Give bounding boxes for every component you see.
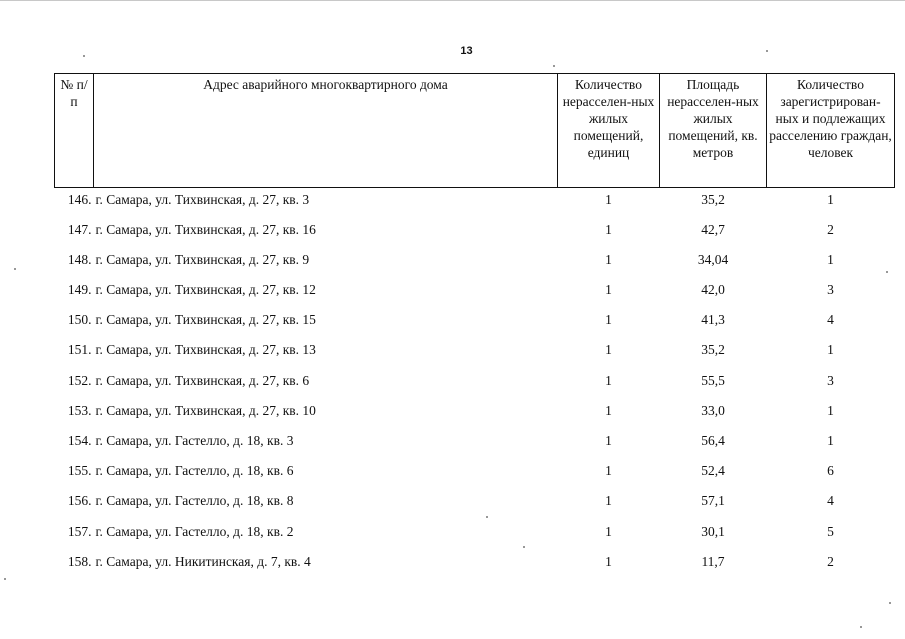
row-address: г. Самара, ул. Тихвинская, д. 27, кв. 6 <box>95 372 310 388</box>
row-area: 35,2 <box>701 192 725 207</box>
scan-speck <box>523 546 525 548</box>
row-address: г. Самара, ул. Гастелло, д. 18, кв. 3 <box>95 433 294 448</box>
row-unit-count: 1 <box>605 282 612 298</box>
row-address: г. Самара, ул. Тихвинская, д. 27, кв. 3 <box>95 192 310 207</box>
row-area: 11,7 <box>701 553 725 569</box>
header-count: Количество нерасселен-ных жилых помещений, единиц <box>558 74 660 188</box>
row-unit-count: 1 <box>605 553 612 569</box>
table-row <box>55 338 895 368</box>
row-address: г. Самара, ул. Тихвинская, д. 27, кв. 15 <box>95 312 316 328</box>
row-registered-count: 1 <box>827 433 834 448</box>
scan-speck <box>14 268 16 270</box>
row-unit-count: 1 <box>605 402 612 418</box>
table-row <box>55 399 895 429</box>
scan-speck <box>886 271 888 273</box>
row-unit-count: 1 <box>605 493 612 509</box>
row-address: г. Самара, ул. Гастелло, д. 18, кв. 2 <box>95 523 294 539</box>
row-area: 35,2 <box>701 342 725 358</box>
row-registered-count: 1 <box>827 251 834 267</box>
table-row <box>55 369 895 399</box>
table-row <box>55 308 895 338</box>
row-number: 146. <box>67 192 92 207</box>
row-area: 41,3 <box>701 312 725 328</box>
row-address: г. Самара, ул. Тихвинская, д. 27, кв. 9 <box>95 251 310 267</box>
table-row <box>55 550 895 580</box>
row-registered-count: 2 <box>827 221 834 237</box>
row-address: г. Самара, ул. Тихвинская, д. 27, кв. 13 <box>95 342 316 358</box>
row-unit-count: 1 <box>605 523 612 539</box>
table-row <box>55 278 895 308</box>
row-area: 42,0 <box>701 282 725 298</box>
row-address: г. Самара, ул. Тихвинская, д. 27, кв. 12 <box>95 282 316 298</box>
scan-speck <box>486 516 488 518</box>
table-row <box>55 429 895 459</box>
row-unit-count: 1 <box>605 372 612 388</box>
table-header <box>55 74 895 188</box>
row-number: 154. <box>67 433 92 448</box>
table-row <box>55 218 895 248</box>
row-address: г. Самара, ул. Тихвинская, д. 27, кв. 16 <box>95 221 316 237</box>
scan-speck <box>889 602 891 604</box>
table-row <box>55 520 895 550</box>
row-registered-count: 1 <box>827 402 834 418</box>
row-address: г. Самара, ул. Гастелло, д. 18, кв. 6 <box>95 463 294 479</box>
page-top-edge <box>0 0 905 1</box>
table-row <box>55 188 895 218</box>
row-area: 57,1 <box>701 493 725 509</box>
page-number: 13 <box>460 45 473 57</box>
row-unit-count: 1 <box>605 433 612 448</box>
table-row <box>55 248 895 278</box>
row-registered-count: 2 <box>827 553 834 569</box>
row-unit-count: 1 <box>605 463 612 479</box>
row-registered-count: 3 <box>827 282 834 298</box>
row-registered-count: 5 <box>827 523 834 539</box>
row-registered-count: 4 <box>827 312 834 328</box>
header-registered: Количество зарегистрирован-ных и подлежащих расселению граждан, человек <box>767 74 895 188</box>
row-number: 158. <box>67 553 92 569</box>
row-unit-count: 1 <box>605 192 612 207</box>
row-unit-count: 1 <box>605 221 612 237</box>
header-area: Площадь нерасселен-ных жилых помещений, кв. метров <box>660 74 767 188</box>
row-registered-count: 1 <box>827 192 834 207</box>
row-registered-count: 4 <box>827 493 834 509</box>
row-number: 148. <box>67 251 92 267</box>
row-registered-count: 3 <box>827 372 834 388</box>
scan-speck <box>83 55 85 57</box>
row-unit-count: 1 <box>605 342 612 358</box>
row-number: 157. <box>67 523 92 539</box>
row-registered-count: 6 <box>827 463 834 479</box>
scan-speck <box>4 578 6 580</box>
row-address: г. Самара, ул. Тихвинская, д. 27, кв. 10 <box>95 402 316 418</box>
row-area: 42,7 <box>701 221 725 237</box>
row-number: 149. <box>67 282 92 298</box>
header-no: № п/п <box>55 74 94 188</box>
row-area: 55,5 <box>701 372 725 388</box>
row-unit-count: 1 <box>605 312 612 328</box>
row-area: 33,0 <box>701 402 725 418</box>
row-number: 155. <box>67 463 92 479</box>
row-number: 150. <box>67 312 92 328</box>
row-area: 56,4 <box>701 433 725 448</box>
row-address: г. Самара, ул. Никитинская, д. 7, кв. 4 <box>95 553 311 569</box>
row-number: 152. <box>67 372 92 388</box>
resettlement-table <box>54 73 895 580</box>
row-registered-count: 1 <box>827 342 834 358</box>
row-address: г. Самара, ул. Гастелло, д. 18, кв. 8 <box>95 493 294 509</box>
row-area: 34,04 <box>697 251 729 267</box>
table-row <box>55 489 895 519</box>
scan-speck <box>860 626 862 628</box>
scan-speck <box>553 65 555 67</box>
row-unit-count: 1 <box>605 251 612 267</box>
scan-speck <box>766 50 768 52</box>
row-number: 156. <box>67 493 92 509</box>
row-number: 153. <box>67 402 92 418</box>
row-area: 52,4 <box>701 463 725 479</box>
table-row <box>55 459 895 489</box>
row-number: 147. <box>67 221 92 237</box>
header-address: Адрес аварийного многоквартирного дома <box>94 74 558 188</box>
header-row <box>55 74 895 188</box>
row-area: 30,1 <box>701 523 725 539</box>
row-number: 151. <box>67 342 92 358</box>
table-body <box>55 188 895 580</box>
